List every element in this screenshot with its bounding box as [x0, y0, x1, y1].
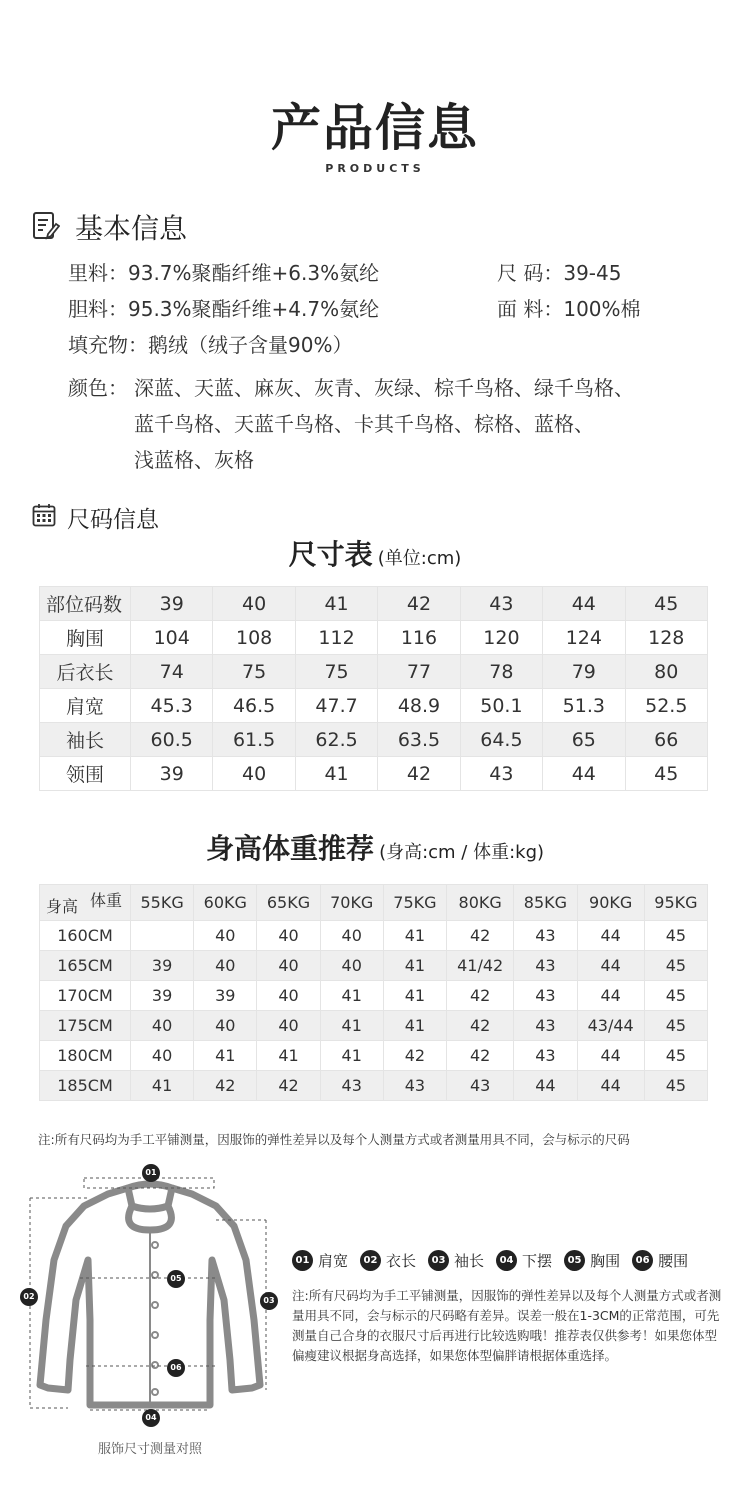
recommend-cell: 41 [383, 951, 446, 981]
weight-header-cell: 85KG [514, 885, 577, 921]
recommend-cell: 43 [514, 921, 577, 951]
recommend-cell: 40 [257, 981, 320, 1011]
page-title: 产品信息 [271, 99, 479, 157]
recommend-cell: 40 [257, 951, 320, 981]
recommend-cell: 41 [194, 1041, 257, 1071]
size-header-cell: 45 [625, 587, 707, 621]
recommend-cell: 40 [320, 921, 383, 951]
colors-line-2: 蓝千鸟格、天蓝千鸟格、卡其千鸟格、棕格、蓝格、 [134, 412, 594, 436]
recommend-cell: 41 [383, 921, 446, 951]
filling-info: 填充物：鹅绒（绒子含量90%） [68, 333, 353, 357]
size-table-row [40, 621, 708, 655]
recommend-cell: 45 [644, 1071, 707, 1101]
size-info-heading: 尺码信息 [67, 507, 159, 533]
recommend-table-row [40, 1071, 708, 1101]
recommend-cell: 40 [131, 1011, 194, 1041]
recommend-cell: 42 [194, 1071, 257, 1101]
size-cell: 116 [378, 621, 460, 655]
page-subtitle: PRODUCTS [325, 162, 425, 175]
size-header-row [40, 587, 708, 621]
fabric-info: 面 料：100%棉 [497, 297, 641, 321]
recommend-cell: 43 [514, 1011, 577, 1041]
weight-header-cell: 95KG [644, 885, 707, 921]
size-cell: 64.5 [460, 723, 542, 757]
basic-info-heading: 基本信息 [75, 212, 188, 245]
size-cell: 120 [460, 621, 542, 655]
size-header-cell: 44 [543, 587, 625, 621]
recommend-cell: 39 [131, 951, 194, 981]
recommend-table-row [40, 951, 708, 981]
recommend-cell: 43 [447, 1071, 514, 1101]
size-cell: 41 [295, 757, 377, 791]
size-cell: 66 [625, 723, 707, 757]
size-cell: 65 [543, 723, 625, 757]
recommend-table-row [40, 921, 708, 951]
recommend-cell: 42 [257, 1071, 320, 1101]
size-cell: 128 [625, 621, 707, 655]
size-row-label: 后衣长 [40, 655, 131, 689]
recommend-cell: 41 [131, 1071, 194, 1101]
corner-part-label: 部位 [46, 594, 85, 616]
recommend-cell: 42 [447, 921, 514, 951]
recommend-cell: 41 [383, 981, 446, 1011]
corner-weight-label: 体重 [89, 891, 122, 910]
size-corner-cell [40, 587, 131, 621]
recommend-cell: 43 [320, 1071, 383, 1101]
weight-header-cell: 70KG [320, 885, 383, 921]
recommend-cell: 43/44 [577, 1011, 644, 1041]
size-cell: 60.5 [131, 723, 213, 757]
recommend-cell: 41 [257, 1041, 320, 1071]
weight-header-cell: 90KG [577, 885, 644, 921]
recommend-cell: 44 [577, 1071, 644, 1101]
recommend-cell: 41 [320, 1041, 383, 1071]
size-cell: 45 [625, 757, 707, 791]
shirt-diagram [18, 1160, 283, 1435]
recommend-cell: 40 [320, 951, 383, 981]
size-table-row [40, 757, 708, 791]
size-cell: 42 [378, 757, 460, 791]
measurement-note-detail: 注:所有尺码均为手工平铺测量，因服饰的弹性差异以及每个人测量方式或者测量用具不同，会与标示的尺码略有差异。误差一般在1-3CM的正常范围，可先测量自己合身的衣服尺寸后再进行比较选购哦！推荐表仅供参考！如果您体型偏瘦建议根据身高选择，如果您体型偏胖请根据体重选择。 [292, 1288, 722, 1363]
recommend-cell: 42 [447, 1011, 514, 1041]
legend-number: 03 [428, 1250, 449, 1271]
recommend-cell: 40 [257, 1011, 320, 1041]
calendar-icon [32, 503, 56, 527]
size-cell: 39 [131, 757, 213, 791]
weight-header-cell: 60KG [194, 885, 257, 921]
size-cell: 47.7 [295, 689, 377, 723]
lining-info: 里料：93.7%聚酯纤维+6.3%氨纶 [68, 261, 380, 285]
recommend-cell: 40 [257, 921, 320, 951]
recommend-cell: 40 [194, 951, 257, 981]
size-cell: 108 [213, 621, 295, 655]
size-cell: 74 [131, 655, 213, 689]
size-cell: 43 [460, 757, 542, 791]
weight-header-cell: 80KG [447, 885, 514, 921]
weight-header-cell: 75KG [383, 885, 446, 921]
size-range-info: 尺 码：39-45 [497, 261, 622, 285]
size-cell: 104 [131, 621, 213, 655]
size-cell: 77 [378, 655, 460, 689]
recommend-cell: 40 [131, 1041, 194, 1071]
recommend-cell: 41 [320, 981, 383, 1011]
recommend-cell: 41/42 [447, 951, 514, 981]
recommend-cell: 41 [383, 1011, 446, 1041]
recommend-cell: 39 [194, 981, 257, 1011]
recommend-cell: 41 [320, 1011, 383, 1041]
size-row-label: 肩宽 [40, 689, 131, 723]
size-cell: 78 [460, 655, 542, 689]
size-cell: 75 [295, 655, 377, 689]
height-row-label: 170CM [40, 981, 131, 1011]
size-cell: 112 [295, 621, 377, 655]
size-header-cell: 41 [295, 587, 377, 621]
recommend-table-row [40, 1041, 708, 1071]
colors-line-3: 浅蓝格、灰格 [134, 448, 254, 472]
colors-label: 颜色： [68, 376, 128, 400]
recommend-cell: 43 [514, 1041, 577, 1071]
size-cell: 44 [543, 757, 625, 791]
legend-label: 腰围 [658, 1252, 689, 1270]
recommend-cell [131, 921, 194, 951]
recommend-title: 身高体重推荐 [205, 832, 374, 865]
legend-label: 肩宽 [318, 1252, 349, 1270]
recommend-cell: 42 [447, 981, 514, 1011]
size-cell: 124 [543, 621, 625, 655]
size-row-label: 袖长 [40, 723, 131, 757]
legend-number: 04 [496, 1250, 517, 1271]
size-table [39, 586, 708, 791]
marker-05: 05 [167, 1270, 185, 1288]
size-header-cell: 43 [460, 587, 542, 621]
size-table-row [40, 655, 708, 689]
size-header-cell: 42 [378, 587, 460, 621]
size-cell: 61.5 [213, 723, 295, 757]
size-cell: 52.5 [625, 689, 707, 723]
recommend-cell: 40 [194, 921, 257, 951]
marker-02: 02 [20, 1288, 38, 1306]
recommend-cell: 42 [447, 1041, 514, 1071]
legend-number: 05 [564, 1250, 585, 1271]
recommend-cell: 44 [577, 981, 644, 1011]
legend-label: 下摆 [522, 1252, 553, 1270]
recommend-cell: 42 [383, 1041, 446, 1071]
height-row-label: 165CM [40, 951, 131, 981]
weight-header-cell: 65KG [257, 885, 320, 921]
height-row-label: 175CM [40, 1011, 131, 1041]
corner-height-label: 身高 [46, 897, 79, 916]
recommend-cell: 39 [131, 981, 194, 1011]
recommend-cell: 43 [383, 1071, 446, 1101]
size-cell: 50.1 [460, 689, 542, 723]
marker-01: 01 [142, 1164, 160, 1182]
recommend-cell: 44 [577, 951, 644, 981]
legend-label: 衣长 [386, 1252, 417, 1270]
marker-04: 04 [142, 1409, 160, 1427]
size-table-row [40, 723, 708, 757]
recommend-cell: 45 [644, 1041, 707, 1071]
shirt-buttons [152, 1242, 158, 1395]
height-row-label: 160CM [40, 921, 131, 951]
recommend-cell: 45 [644, 921, 707, 951]
colors-line-1: 深蓝、天蓝、麻灰、灰青、灰绿、棕千鸟格、绿千鸟格、 [134, 376, 634, 400]
recommend-table-row [40, 1011, 708, 1041]
size-cell: 46.5 [213, 689, 295, 723]
diagram-caption: 服饰尺寸测量对照 [97, 1442, 202, 1457]
size-header-cell: 39 [131, 587, 213, 621]
recommend-cell: 45 [644, 951, 707, 981]
recommend-cell: 44 [577, 921, 644, 951]
recommend-title-wrap [0, 827, 750, 867]
size-cell: 80 [625, 655, 707, 689]
inner-fabric-info: 胆料：95.3%聚酯纤维+4.7%氨纶 [68, 297, 380, 321]
size-cell: 51.3 [543, 689, 625, 723]
size-table-unit: (单位:cm) [377, 548, 462, 569]
recommend-cell: 45 [644, 981, 707, 1011]
recommend-cell: 40 [194, 1011, 257, 1041]
legend-label: 胸围 [590, 1252, 621, 1270]
size-cell: 40 [213, 757, 295, 791]
legend-number: 06 [632, 1250, 653, 1271]
recommend-header-row [40, 885, 708, 921]
marker-06: 06 [167, 1359, 185, 1377]
size-table-title-wrap [0, 533, 750, 573]
recommend-cell: 45 [644, 1011, 707, 1041]
recommend-unit: (身高:cm / 体重:kg) [379, 842, 545, 863]
marker-03: 03 [260, 1292, 278, 1310]
recommend-table [39, 884, 708, 1101]
weight-header-cell: 55KG [131, 885, 194, 921]
recommend-cell: 43 [514, 951, 577, 981]
size-header-cell: 40 [213, 587, 295, 621]
corner-size-label: 码数 [83, 594, 122, 616]
legend-label: 袖长 [454, 1252, 485, 1270]
height-row-label: 180CM [40, 1041, 131, 1071]
size-row-label: 领围 [40, 757, 131, 791]
size-table-row [40, 689, 708, 723]
recommend-cell: 44 [577, 1041, 644, 1071]
size-cell: 79 [543, 655, 625, 689]
document-edit-icon [32, 211, 60, 241]
size-cell: 75 [213, 655, 295, 689]
legend-number: 02 [360, 1250, 381, 1271]
size-cell: 48.9 [378, 689, 460, 723]
height-row-label: 185CM [40, 1071, 131, 1101]
measurement-legend [292, 1250, 700, 1271]
size-cell: 62.5 [295, 723, 377, 757]
size-cell: 63.5 [378, 723, 460, 757]
recommend-corner-cell [40, 885, 131, 921]
size-cell: 45.3 [131, 689, 213, 723]
size-table-title: 尺寸表 [288, 538, 373, 571]
recommend-cell: 44 [514, 1071, 577, 1101]
legend-number: 01 [292, 1250, 313, 1271]
measurement-note: 注:所有尺码均为手工平铺测量，因服饰的弹性差异以及每个人测量方式或者测量用具不同，会与标示的尺码 [38, 1132, 630, 1147]
recommend-table-row [40, 981, 708, 1011]
size-row-label: 胸围 [40, 621, 131, 655]
recommend-cell: 43 [514, 981, 577, 1011]
